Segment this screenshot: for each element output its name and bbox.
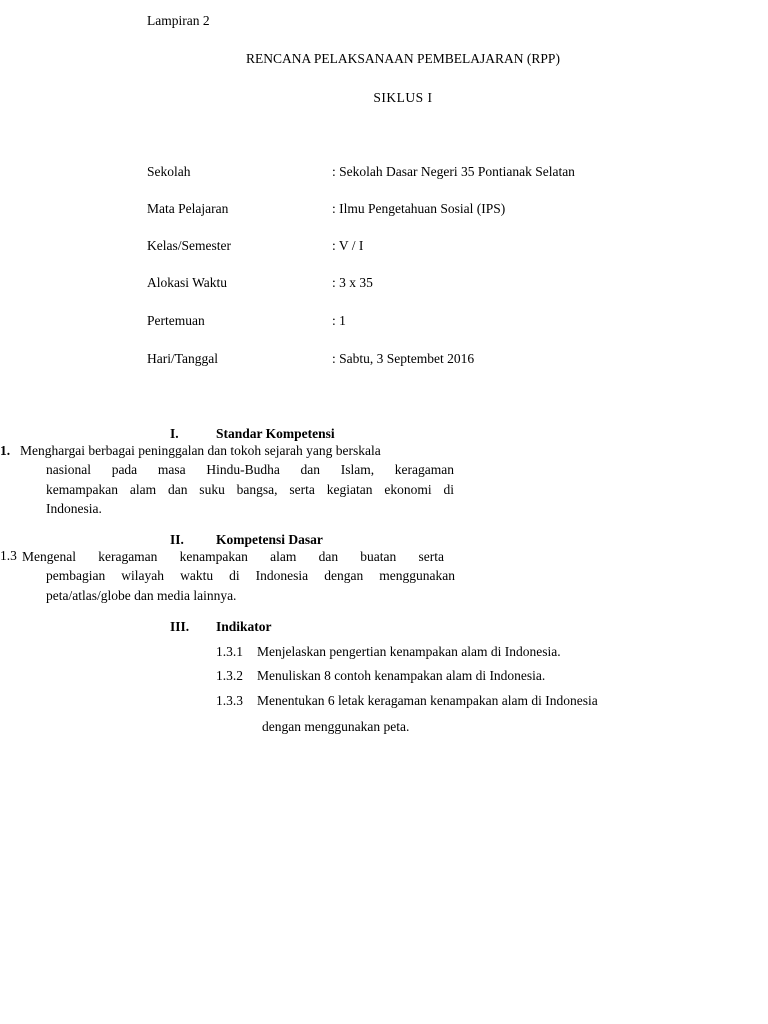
section-indikator-heading: Indikator: [216, 619, 272, 634]
identity-value-time: : 3 x 35: [332, 275, 373, 290]
kompetensi-line: pembagian wilayah waktu di Indonesia dengan menggunakan: [46, 568, 455, 583]
attachment-label: Lampiran 2: [147, 13, 210, 28]
identity-label-school: Sekolah: [147, 164, 191, 179]
identity-value-class: : V / I: [332, 238, 364, 253]
standar-item-end: [46, 499, 454, 519]
standar-item-text: [20, 441, 454, 461]
document-title: RENCANA PELAKSANAAN PEMBELAJARAN (RPP): [246, 51, 560, 66]
kompetensi-item-end: [46, 586, 455, 606]
indikator-item-text: Menuliskan 8 contoh kenampakan alam di Indonesia.: [257, 668, 546, 683]
identity-value-date: : Sabtu, 3 Septembet 2016: [332, 351, 475, 366]
section-kompetensi-number: II.: [170, 532, 184, 547]
kompetensi-item-continuation: [46, 566, 455, 586]
identity-label-subject: Mata Pelajaran: [147, 201, 229, 216]
section-indikator-number: III.: [170, 619, 190, 634]
standar-line: kemampakan alam dan suku bangsa, serta kegiatan ekonomi di: [46, 481, 454, 497]
kompetensi-item-text: [22, 547, 444, 567]
indikator-item-continuation: dengan menggunakan peta.: [262, 719, 410, 734]
standar-item-continuation: [46, 460, 454, 499]
kompetensi-item-number: 1.3: [0, 548, 17, 563]
identity-value-subject: : Ilmu Pengetahuan Sosial (IPS): [332, 201, 506, 216]
identity-label-time: Alokasi Waktu: [147, 275, 228, 290]
identity-value-meeting: : 1: [332, 313, 346, 328]
standar-line: Indonesia.: [46, 501, 102, 516]
indikator-item-number: 1.3.2: [216, 668, 243, 683]
cycle-title: SIKLUS I: [373, 90, 433, 105]
identity-label-class: Kelas/Semester: [147, 238, 231, 253]
identity-label-date: Hari/Tanggal: [147, 351, 219, 366]
standar-line: Menghargai berbagai peninggalan dan tokoh sejarah yang berskala: [20, 443, 381, 458]
section-standar-heading: Standar Kompetensi: [216, 426, 335, 441]
standar-line: nasional pada masa Hindu-Budha dan Islam, keragaman: [46, 462, 454, 477]
section-standar-number: I.: [170, 426, 179, 441]
indikator-item-text: Menjelaskan pengertian kenampakan alam di Indonesia.: [257, 644, 561, 659]
indikator-item-number: 1.3.3: [216, 693, 243, 708]
indikator-item-text: Menentukan 6 letak keragaman kenampakan alam di Indonesia: [257, 693, 598, 708]
section-kompetensi-heading: Kompetensi Dasar: [216, 532, 323, 547]
kompetensi-line: peta/atlas/globe dan media lainnya.: [46, 588, 237, 603]
standar-item-number: 1.: [0, 443, 11, 458]
indikator-item-number: 1.3.1: [216, 644, 243, 659]
identity-label-meeting: Pertemuan: [147, 313, 205, 328]
identity-value-school: : Sekolah Dasar Negeri 35 Pontianak Selatan: [332, 164, 575, 179]
kompetensi-line: Mengenal keragaman kenampakan alam dan buatan serta: [22, 549, 444, 564]
